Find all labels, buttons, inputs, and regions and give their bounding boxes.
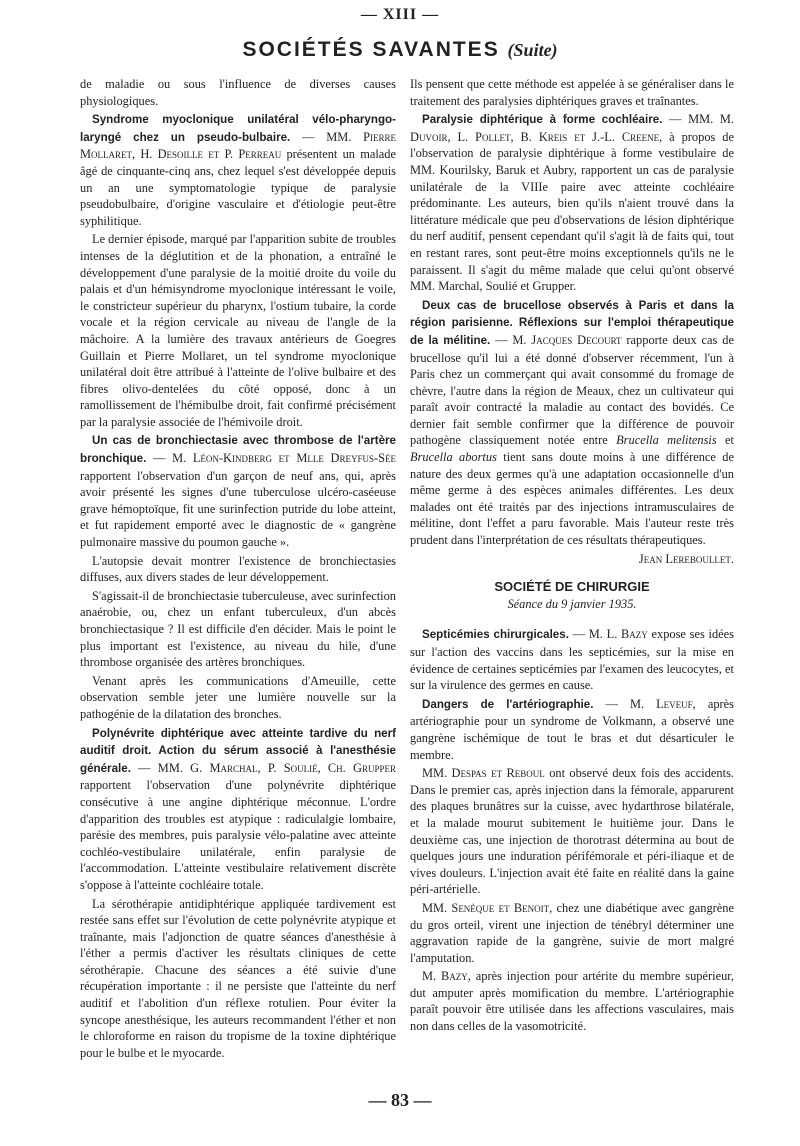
article-text: ont observé deux fois des accidents. Dans le premier cas, après injection dans la fémorale, apparurent des plaques brunâtres sur la cuisse, avec hydarthrose bilatérale, et la malade mourut subitement le huitième jour. Dans le deuxième cas, une injection de thorotrast détermina au bout de quelques jours une induration périfémorale et péri-iliaque et de vives douleurs. L'injection avait été faite en réalité dans la gaine péri-artérielle. [410, 766, 734, 897]
article-septicemies [410, 626, 734, 693]
article-authors: — M. Léon-Kindberg et Mlle Dreyfus-Sée [153, 451, 396, 466]
article-text: expose ses idées sur l'action des vaccins dans les septicémies, sur la mise en évidence de certaines septicémies par l'examen des leucocytes, et sur la virulence des germes en cause. [410, 627, 734, 693]
section-title: SOCIÉTÉ DE CHIRURGIE [494, 579, 650, 595]
paragraph [410, 900, 734, 966]
article-authors: MM. Despas et Reboul [422, 766, 545, 781]
article-title: Dangers de l'artériographie. [422, 697, 594, 711]
paragraph [410, 765, 734, 898]
right-column [410, 76, 734, 1037]
article-text: rapportent l'observation d'un garçon de neuf ans, qui, après avoir présenté les signes d'une tuberculose ulcéro-caséeuse grave hémoptoïque, fit une surinfection putride du lobe atteint, et fut rapidement emporté avec le diagnostic de « gangrène pulmonaire massive du poumon gauche ». [80, 468, 396, 550]
article-text: tient sans doute moins à une différence de nature des deux germes qu'à une adaptation occasionnelle d'un même germe à des espèces animales différentes. Les deux malades ont été traités par des injections intramusculaires de mélitine, dont l'effet a paru favorable. Mais l'auteur reste très prudent dans l'interprétation de ces résultats thérapeutiques. [410, 450, 734, 548]
article-title: Paralysie diphtérique à forme cochléaire. [422, 113, 663, 127]
article-bronchiectasie [80, 432, 396, 550]
article-text: rapportent l'observation d'une polynévrite diphtérique consécutive à une angine diphtérique méconnue. L'ordre d'apparition des troubles est atypique : radiculalgie lombaire, parésie des membres, puis paralysie vélo-palatine avec atteinte cochléo-vestibulaire unilatérale, enfin paralysie de l'accommodation. L'atteinte vestibulaire relativement discrète s'oppose à l'atteinte cochléaire totale. [80, 778, 396, 892]
article-syndrome-myoclonique [80, 111, 396, 229]
paragraph: L'autopsie devait montrer l'existence de bronchiectasies diffuses, aux divers stades de leur développement. [80, 553, 396, 585]
article-polynevrite [80, 725, 396, 894]
article-authors: MM. Senèque et Benoit, [422, 900, 553, 915]
article-title: Un cas de bronchiectasie avec thrombose de l'artère bronchique. [80, 434, 396, 466]
paragraph [410, 968, 734, 1034]
paragraph: La sérothérapie antidiphtérique appliquée tardivement est restée sans effet sur l'évolution de cette polynévrite atypique et traînante, mais l'adjonction de quatre séances d'anesthésie à l'éther a permis d'activer les résultats cliniques de cette sérothérapie. Chacune des séances a été suivie d'une récupération importante : il ne persiste que l'atteinte du nerf auditif et l'abolition d'un réflexe rotulien. Pour éviter la syncope anesthésique, les auteurs recommandent l'éther et non le chloroforme en raison du tropisme de la toxine diphtérique pour le bulbe et le myocarde. [80, 896, 396, 1060]
left-column [80, 76, 396, 1063]
article-authors: M. Bazy, [422, 969, 471, 984]
article-text: chez une diabétique avec gangrène du gros orteil, virent une injection de ténébryl déterminer une aggravation rapide de la gangrène, suivie de mort malgré l'amputation. [410, 900, 735, 965]
article-authors: — MM. Pierre Mollaret, H. Desoille et P. Perreau [80, 129, 396, 162]
article-authors: — MM. G. Marchal, P. Soulié, Ch. Grupper [138, 760, 396, 775]
article-text: après artériographie pour un syndrome de Volkmann, a observé une gangrène ischémique de tout le bras et dut désarticuler le membre. [410, 696, 734, 762]
article-text: après injection pour artérite du membre supérieur, dut amputer après momification du membre. L'artériographie paraît pouvoir être utilisée dans les affections vasculaires, mais non dans celles de la vasomotricité. [410, 969, 734, 1034]
article-title: Polynévrite diphtérique avec atteinte tardive du nerf auditif droit. Action du sérum associé à l'anesthésie générale. [80, 726, 396, 775]
article-authors: — M. L. Bazy [572, 627, 648, 642]
header-title: SOCIÉTÉS SAVANTES [242, 38, 500, 61]
paragraph: de maladie ou sous l'influence de diverses causes physiologiques. [80, 77, 396, 108]
article-title: Septicémies chirurgicales. [422, 628, 569, 642]
article-title: Deux cas de brucellose observés à Paris et dans la région parisienne. Réflexions sur l'emploi thérapeutique de la mélitine. [410, 298, 734, 347]
paragraph: Le dernier épisode, marqué par l'apparition subite de troubles intenses de la déglutition et de la phonation, a entraîné le développement d'une paralysie de la moitié droite du voile du palais et d'un hémisyndrome myoclonique intéressant le voile, le constricteur supérieur du pharynx, l'ostium tubaire, la corde vocale et la région cervicale au niveau de l'angle de la mâchoire. A la lumière des travaux antérieurs de Goegres Guillain et Pierre Mollaret, un tel syndrome myoclonique unilatéral doit être attribué à l'atteinte de l'olive bulbaire et des fibres olivo-dentelées du côté opposé, donc à un ramollissement de l'hémibulbe droit, fait confirmé précisément par la paralysie associée de l'hémivoile droit. [80, 232, 396, 429]
paragraph: S'agissait-il de bronchiectasie tuberculeuse, avec surinfection anaérobie, ou, chez un enfant tuberculeux, d'un abcès bronchiectasique ? Il est difficile d'en décider. Mais le point le plus important est l'existence, au niveau du hile, d'une thrombose organisée des artères bronchiques. [80, 588, 396, 670]
page-header [0, 38, 800, 62]
species-name: Brucella melitensis [616, 433, 717, 448]
article-authors: — MM. M. Duvoir, L. Pollet, B. Kreis et J.-L. Creene, [410, 112, 734, 144]
section-seance: Séance du 9 janvier 1935. [507, 596, 637, 611]
paragraph: Venant après les communications d'Ameuille, cette observation semble jeter une lumière nouvelle sur la pathogénie de la dilatation des bronches. [80, 673, 396, 721]
page-number: — 83 — [368, 1090, 432, 1110]
article-text: à propos de l'observation de paralysie diphtérique à forme vestibulaire de MM. Kourilsky, Baruk et Aubry, rapportent un cas de paralysie unilatérale de la VIIIe paire avec atteinte cochléaire prédominante. Les auteurs, bien qu'ils n'aient trouvé dans la littérature médicale que peu d'observations de lésion diphtérique du nerf auditif, pensent cependant qu'il s'agit là de faits qui, tout en restant rares, sont peut-être moins exceptionnels qu'ils ne le paraissent. Il s'agit du même malade que celui qu'ont observé MM. Marchal, Soulié et Grupper. [410, 129, 734, 294]
header-suite: (Suite) [507, 40, 558, 60]
species-name: Brucella abortus [410, 450, 497, 465]
article-text: présentent un malade âgé de cinquante-cinq ans, chez lequel s'est développée depuis un an une symptomatologie typique de paralysie pseudobulbaire, d'origine vasculaire et d'étiologie peut-être syphilitique. [80, 147, 396, 228]
article-authors: — M. Leveuf, [605, 696, 696, 711]
page-roman-numeral: — XIII — [360, 6, 440, 23]
article-authors: — M. Jacques Decourt [495, 332, 622, 347]
article-arteriographie [410, 696, 734, 763]
article-brucellose [410, 297, 734, 549]
signature: Jean Lereboullet. [638, 551, 734, 566]
article-paralysie-cochleaire [410, 111, 734, 295]
article-title: Syndrome myoclonique unilatéral vélo-pharyngo-laryngé chez un pseudo-bulbaire. [80, 113, 396, 144]
paragraph: Ils pensent que cette méthode est appelée à se généraliser dans le traitement des paralysies diphtériques graves et traînantes. [410, 77, 734, 108]
article-text: rapporte deux cas de brucellose qu'il lui a été donné d'observer récemment, l'un à Paris chez un commerçant qui avait consommé du fromage de chèvre, l'autre dans la région de Meaux, chez un cultivateur qui paraît avoir contracté la maladie au contact des bovidés. Ce dernier fait semble confirmer que la différence de pouvoir pathogène classiquement notée entre [410, 332, 734, 448]
conjunction: et [725, 433, 734, 448]
